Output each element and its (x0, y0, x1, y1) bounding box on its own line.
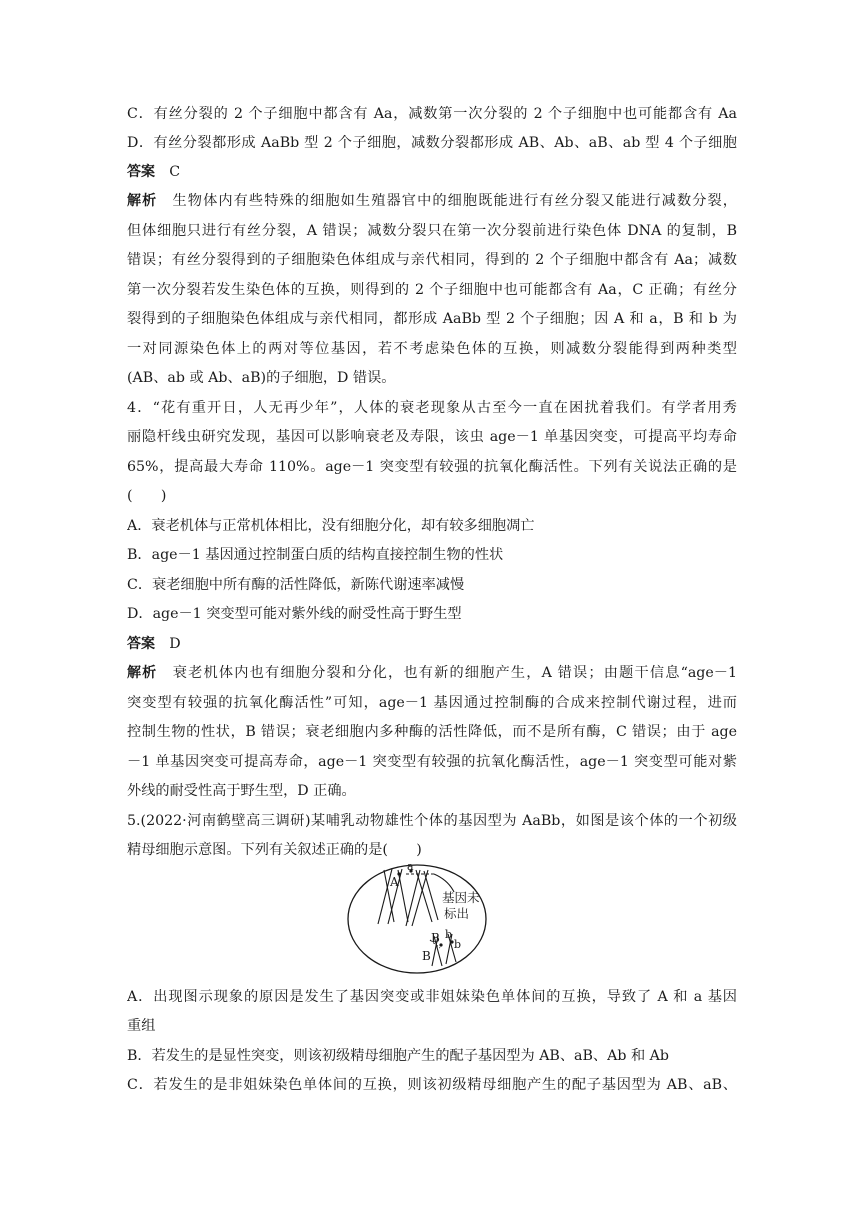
q4-option-b: B．age－1 基因通过控制蛋白质的结构直接控制生物的性状 (127, 547, 504, 563)
q4-analysis-line-3: 控制生物的性状，B 错误；衰老细胞内多种酶的活性降低，而不是所有酶，C 错误；由于 age (127, 724, 737, 740)
q5-option-a-line-2: 重组 (127, 1018, 156, 1034)
q5-stem-line-1: 5.(2022·河南鹤壁高三调研)某哺乳动物雄性个体的基因型为 AaBb，如图是该个体的一个初级 (127, 813, 737, 829)
q4-option-a: A．衰老机体与正常机体相比，没有细胞分化，却有较多细胞凋亡 (127, 518, 535, 534)
answer-value: D (169, 636, 181, 652)
q4-analysis-line-1 (127, 663, 737, 683)
q4-stem-line-3: 65%，提高最大寿命 110%。age－1 突变型有较强的抗氧化酶活性。下列有关说法正确的是 (127, 459, 737, 475)
q5-option-b: B．若发生的是显性突变，则该初级精母细胞产生的配子基因型为 AB、aB、Ab 和 Ab (127, 1048, 669, 1064)
q3-analysis-line-5: 裂得到的子细胞染色体组成与亲代相同，都形成 AaBb 型 2 个子细胞；因 A 和 a，B 和 b 为 (127, 311, 737, 327)
q4-analysis-line-2: 突变型有较强的抗氧化酶活性”可知，age－1 基因通过控制酶的合成来控制代谢过程，进而 (127, 695, 737, 711)
label-B-2: B (422, 949, 431, 963)
q5-stem-line-2: 精母细胞示意图。下列有关叙述正确的是( ) (127, 842, 422, 858)
note-genes-unmarked-1: 基因未 (442, 890, 480, 905)
q4-stem-line-1: 4．“花有重开日，人无再少年”，人体的衰老现象从古至今一直在困扰着我们。有学者用秀 (127, 400, 737, 416)
q3-analysis-line-4: 第一次分裂若发生染色体的互换，则得到的 2 个子细胞中也可能都含有 Aa，C 正确；有丝分 (127, 282, 737, 298)
q5-option-a-line-1: A．出现图示现象的原因是发生了基因突变或非姐妹染色单体间的互换，导致了 A 和 a 基因 (127, 989, 737, 1005)
analysis-text: 生物体内有些特殊的细胞如生殖器官中的细胞既能进行有丝分裂又能进行减数分裂， (172, 193, 737, 209)
q4-option-c: C．衰老细胞中所有酶的活性降低，新陈代谢速率减慢 (127, 577, 465, 593)
label-A: A (390, 875, 399, 889)
primary-spermatocyte-diagram (344, 862, 494, 976)
answer-value: C (169, 164, 181, 180)
q4-answer (127, 634, 737, 654)
analysis-label: 解析 (127, 665, 158, 681)
cell-figure-svg (344, 862, 494, 976)
q3-answer (127, 162, 737, 182)
q4-stem-line-2: 丽隐杆线虫研究发现，基因可以影响衰老及寿限，该虫 age－1 单基因突变，可提高平均寿命 (127, 429, 737, 445)
analysis-text: 衰老机体内也有细胞分裂和分化，也有新的细胞产生，A 错误；由题干信息“age－1 (172, 665, 737, 681)
q5-option-c: C．若发生的是非姐妹染色单体间的互换，则该初级精母细胞产生的配子基因型为 AB、aB、 (127, 1077, 737, 1093)
q3-analysis-line-2: 但体细胞只进行有丝分裂，A 错误；减数分裂只在第一次分裂前进行染色体 DNA 的复制，B (127, 223, 737, 239)
analysis-label: 解析 (127, 193, 158, 209)
answer-label: 答案 (127, 636, 155, 652)
label-B: B (431, 931, 440, 945)
q4-analysis-line-5: 外线的耐受性高于野生型，D 正确。 (127, 783, 356, 799)
q3-option-d: D．有丝分裂都形成 AaBb 型 2 个子细胞，减数分裂都形成 AB、Ab、aB、ab 型 4 个子细胞 (127, 135, 737, 151)
q3-analysis-line-7: (AB、ab 或 Ab、aB)的子细胞，D 错误。 (127, 370, 396, 386)
q3-analysis-line-6: 一对同源染色体上的两对等位基因，若不考虑染色体的互换，则减数分裂能得到两种类型 (127, 341, 737, 357)
q3-analysis-line-1 (127, 191, 737, 211)
label-b-2: b (454, 938, 462, 951)
q3-option-c: C．有丝分裂的 2 个子细胞中都含有 Aa，减数第一次分裂的 2 个子细胞中也可能都含有 Aa (127, 106, 737, 122)
note-genes-unmarked-2: 标出 (444, 906, 470, 921)
q4-stem-line-4: ( ) (127, 488, 167, 504)
q4-option-d: D．age－1 突变型可能对紫外线的耐受性高于野生型 (127, 606, 462, 622)
q4-analysis-line-4: －1 单基因突变可提高寿命，age－1 突变型有较强的抗氧化酶活性，age－1 突变型可能对紫 (127, 754, 737, 770)
answer-label: 答案 (127, 164, 155, 180)
q3-analysis-line-3: 错误；有丝分裂得到的子细胞染色体组成与亲代相同，得到的 2 个子细胞中都含有 Aa；减数 (127, 252, 737, 268)
label-a: a (407, 862, 414, 873)
gene-locus-B (439, 943, 442, 946)
label-b-1: b (445, 928, 453, 941)
